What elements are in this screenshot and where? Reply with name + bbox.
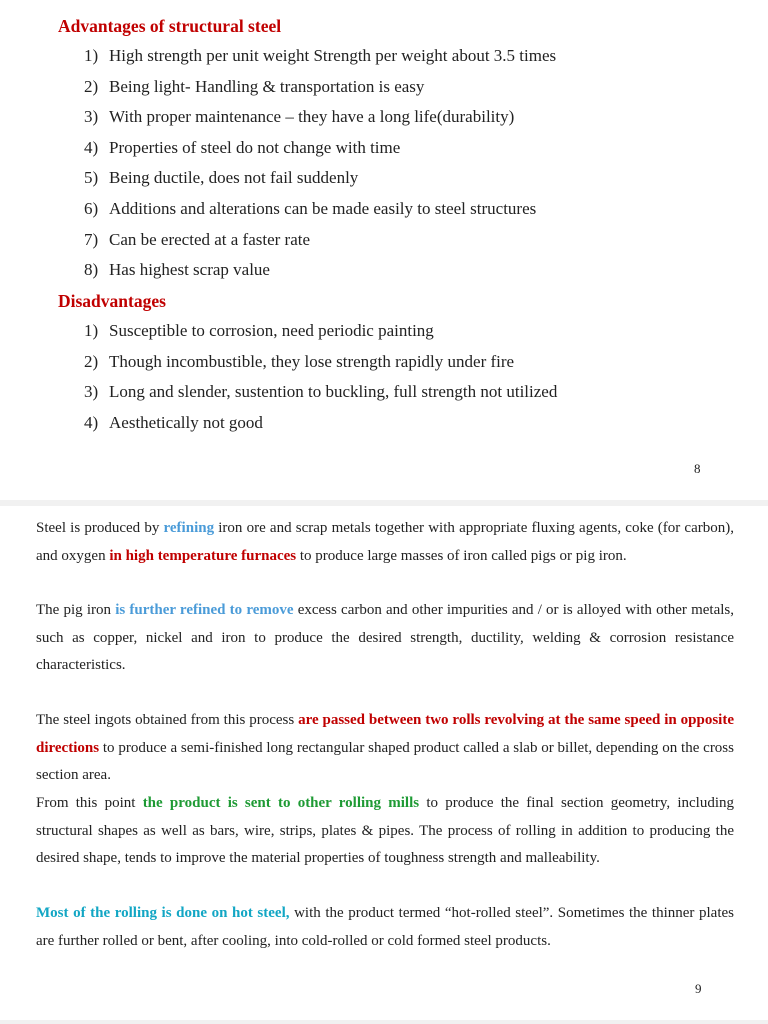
paragraph — [36, 707, 734, 790]
advantages-list — [84, 41, 556, 286]
paragraph-text: to produce a semi-finished long rectangular shaped product called a slab or billet, depending on the cross section area. — [36, 739, 734, 783]
list-item — [84, 347, 557, 378]
paragraph-text: excess carbon and other impurities and / or is alloyed with other metals, such as copper, nickel and iron to produce the desired strength, ductility, welding & corrosion resistance characteristics. — [36, 602, 734, 673]
list-item — [84, 102, 556, 133]
list-item-text: Being light- Handling & transportation is easy — [109, 76, 425, 96]
list-item — [84, 408, 557, 439]
list-item-number: 2) — [84, 76, 99, 96]
paragraph-text: with the product termed “hot-rolled steel”. Sometimes the thinner plates are further rolled or bent, after cooling, into cold-rolled or cold formed steel products. — [36, 905, 734, 949]
list-item-number: 1) — [84, 46, 99, 65]
list-item — [84, 72, 556, 103]
list-item-text: Additions and alterations can be made easily to steel structures — [109, 198, 537, 218]
list-item-text: Can be erected at a faster rate — [109, 229, 311, 249]
list-item — [84, 41, 556, 72]
list-item-number: 8) — [84, 260, 99, 280]
document-page-8 — [0, 0, 768, 500]
highlighted-phrase-red: are passed between two rolls revolving at the same speed in opposite directions — [36, 712, 734, 756]
list-item-text: Has highest scrap value — [109, 260, 270, 280]
list-item-number: 7) — [84, 229, 99, 249]
list-item-text: Susceptible to corrosion, need periodic painting — [109, 321, 434, 340]
list-item — [84, 377, 557, 408]
paragraph — [36, 790, 734, 873]
paragraph-text: iron ore and scrap metals together with appropriate fluxing agents, coke (for carbon), and oxygen — [36, 520, 734, 564]
paragraph-text: to produce large masses of iron called pigs or pig iron. — [296, 547, 627, 564]
list-item — [84, 225, 556, 256]
document-page-9 — [0, 506, 768, 1020]
list-item-number: 4) — [84, 412, 99, 432]
highlighted-phrase-red: in high temperature furnaces — [109, 547, 297, 564]
advantages-heading: Advantages of structural steel — [58, 16, 282, 36]
disadvantages-heading: Disadvantages — [58, 291, 166, 311]
paragraph-text: From this point — [36, 795, 143, 811]
list-item-number: 1) — [84, 321, 99, 340]
highlighted-phrase-green: the product is sent to other rolling mills — [142, 795, 420, 811]
paragraph — [36, 515, 734, 570]
list-item-number: 3) — [84, 107, 99, 127]
list-item — [84, 255, 556, 286]
paragraph-text: The steel ingots obtained from this process — [36, 712, 299, 728]
list-item-text: High strength per unit weight Strength per weight about 3.5 times — [109, 46, 557, 65]
page-number: 9 — [695, 981, 702, 996]
list-item — [84, 133, 556, 164]
list-item-number: 6) — [84, 198, 99, 218]
highlighted-phrase-blue: is further refined to remove — [115, 602, 294, 618]
highlighted-phrase-cyan: Most of the rolling is done on hot steel, — [36, 905, 290, 921]
page-number: 8 — [694, 461, 701, 476]
paragraph-text: to produce the final section geometry, including structural shapes as well as bars, wire, strips, plates & pipes. The process of rolling in addition to producing the desired shape, tends to improve the material properties of toughness strength and malleability. — [36, 795, 735, 866]
list-item-text: Properties of steel do not change with time — [109, 137, 401, 157]
paragraph-text: Steel is produced by — [36, 520, 164, 536]
paragraph — [36, 900, 734, 955]
list-item-text: With proper maintenance – they have a long life(durability) — [109, 107, 515, 127]
list-item — [84, 163, 556, 194]
list-item — [84, 194, 556, 225]
paragraph-text: The pig iron — [36, 602, 116, 618]
list-item-number: 2) — [84, 351, 99, 371]
paragraph — [36, 597, 734, 680]
list-item-number: 4) — [84, 137, 99, 157]
list-item — [84, 316, 557, 347]
highlighted-phrase-blue: refining — [163, 520, 215, 536]
disadvantages-list — [84, 316, 557, 438]
list-item-text: Though incombustible, they lose strength rapidly under fire — [109, 351, 515, 371]
list-item-text: Being ductile, does not fail suddenly — [109, 168, 359, 188]
list-item-text: Long and slender, sustention to buckling, full strength not utilized — [109, 382, 558, 402]
list-item-number: 3) — [84, 382, 99, 402]
list-item-number: 5) — [84, 168, 99, 188]
list-item-text: Aesthetically not good — [109, 412, 263, 432]
